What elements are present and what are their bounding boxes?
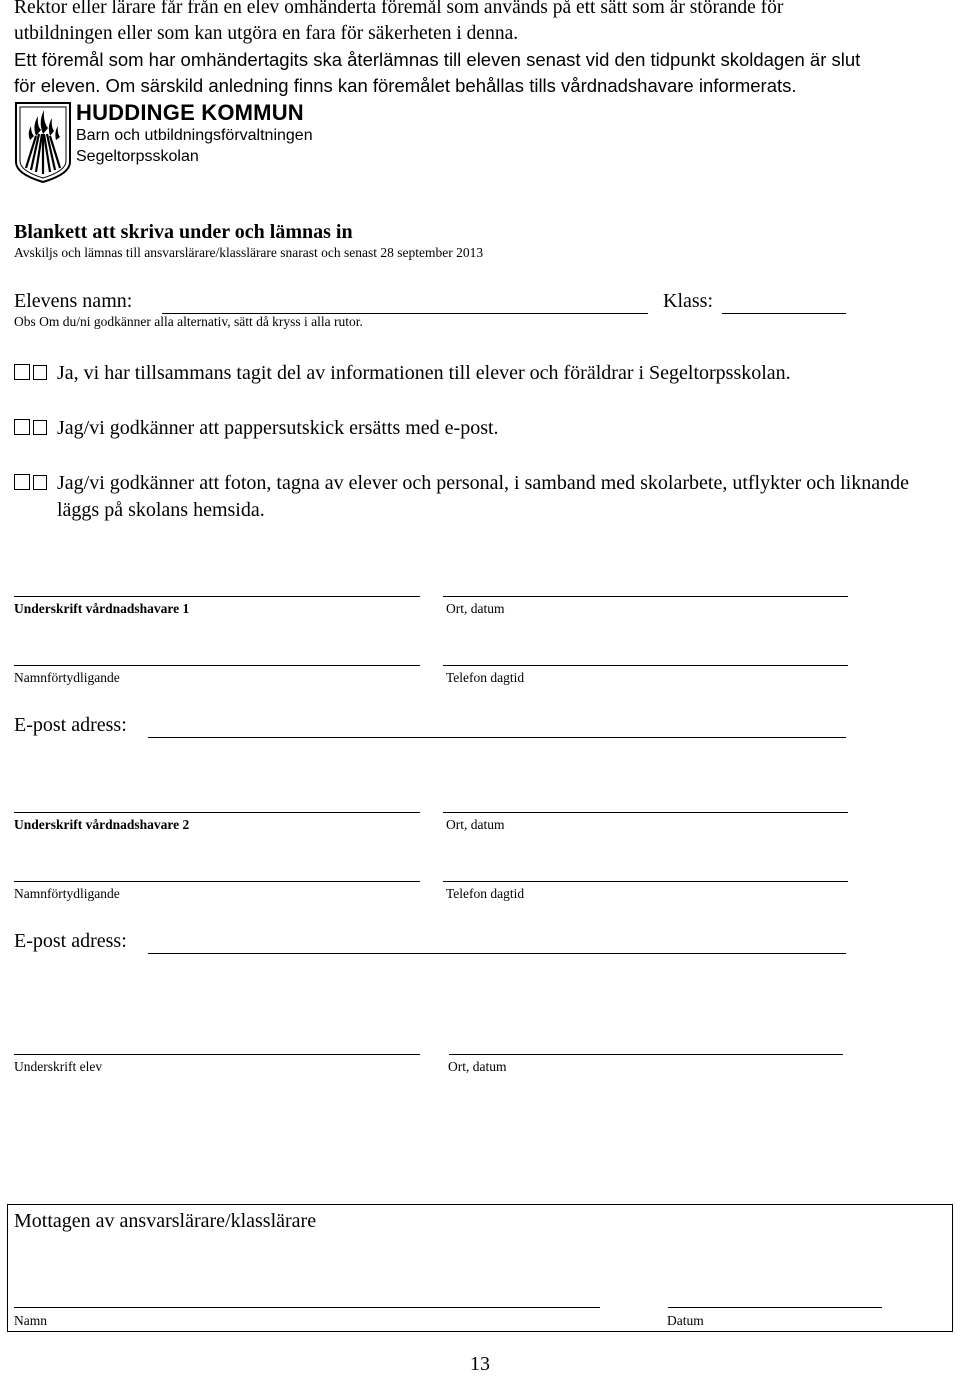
guardian2-signature-label: Underskrift vårdnadshavare 2 (14, 817, 190, 832)
guardian2-place-date-field[interactable] (443, 812, 848, 813)
checkbox-icon[interactable] (14, 364, 30, 380)
guardian1-email-label: E-post adress: (14, 714, 127, 736)
form-subtitle: Avskiljs och lämnas till ansvarslärare/klasslärare snarast och senast 28 september 2013 (14, 245, 484, 260)
guardian1-signature-field[interactable] (14, 596, 420, 597)
option-information (14, 360, 944, 387)
huddinge-coat-of-arms-logo (14, 100, 72, 184)
checkbox-icon[interactable] (14, 474, 30, 490)
guardian2-email-field[interactable] (148, 953, 846, 954)
receipt-title: Mottagen av ansvarslärare/klasslärare (14, 1210, 317, 1232)
checkbox-icon[interactable] (14, 419, 30, 435)
class-field[interactable] (722, 313, 846, 314)
guardian1-name-label: Namnförtydligande (14, 670, 120, 685)
checkbox-icon[interactable] (33, 365, 47, 380)
student-name-label: Elevens namn: (14, 290, 133, 312)
class-label: Klass: (663, 290, 713, 312)
receipt-name-field[interactable] (14, 1307, 600, 1308)
guardian2-email-label: E-post adress: (14, 930, 127, 952)
municipality-name: HUDDINGE KOMMUN (76, 100, 304, 125)
form-note: Obs Om du/ni godkänner alla alternativ, sätt då kryss i alla rutor. (14, 314, 363, 329)
intro-line-3: Ett föremål som har omhändertagits ska återlämnas till eleven senast vid den tidpunkt skoldagen är slut (14, 49, 861, 70)
guardian2-place-date-label: Ort, datum (446, 817, 505, 832)
student-signature-field[interactable] (14, 1054, 420, 1055)
option-photos (14, 470, 944, 524)
guardian1-email-field[interactable] (148, 737, 846, 738)
guardian1-phone-label: Telefon dagtid (446, 670, 525, 685)
guardian2-signature-field[interactable] (14, 812, 420, 813)
intro-line-4: för eleven. Om särskild anledning finns kan föremålet behållas tills vårdnadshavare informerats. (14, 75, 797, 96)
guardian1-phone-field[interactable] (443, 665, 848, 666)
guardian2-phone-field[interactable] (443, 881, 848, 882)
student-place-date-field[interactable] (449, 1054, 843, 1055)
checkbox-icon[interactable] (33, 475, 47, 490)
checkbox-icon[interactable] (33, 420, 47, 435)
receipt-name-label: Namn (14, 1313, 47, 1328)
student-signature-label: Underskrift elev (14, 1059, 103, 1074)
form-title: Blankett att skriva under och lämnas in (14, 221, 353, 243)
option-email (14, 415, 944, 442)
school-name: Segeltorpsskolan (76, 148, 199, 165)
guardian1-name-field[interactable] (14, 665, 420, 666)
receipt-date-field[interactable] (668, 1307, 882, 1308)
intro-line-1: Rektor eller lärare får från en elev omhänderta föremål som används på ett sätt som är störande för (14, 0, 784, 18)
option-email-label: Jag/vi godkänner att pappersutskick ersätts med e-post. (57, 417, 499, 439)
intro-line-2: utbildningen eller som kan utgöra en fara för säkerheten i denna. (14, 23, 519, 44)
receipt-date-label: Datum (667, 1313, 704, 1328)
option-information-label: Ja, vi har tillsammans tagit del av informationen till elever och föräldrar i Segeltorpsskolan. (57, 362, 791, 384)
guardian2-name-field[interactable] (14, 881, 420, 882)
option-photos-label: Jag/vi godkänner att foton, tagna av elever och personal, i samband med skolarbete, utflykter och liknande läggs på skolans hemsida. (57, 472, 909, 521)
page-number: 13 (470, 1353, 490, 1375)
department-name: Barn och utbildningsförvaltningen (76, 127, 313, 144)
student-place-date-label: Ort, datum (448, 1059, 507, 1074)
guardian2-phone-label: Telefon dagtid (446, 886, 525, 901)
guardian2-name-label: Namnförtydligande (14, 886, 120, 901)
guardian1-place-date-label: Ort, datum (446, 601, 505, 616)
guardian1-place-date-field[interactable] (443, 596, 848, 597)
guardian1-signature-label: Underskrift vårdnadshavare 1 (14, 601, 190, 616)
